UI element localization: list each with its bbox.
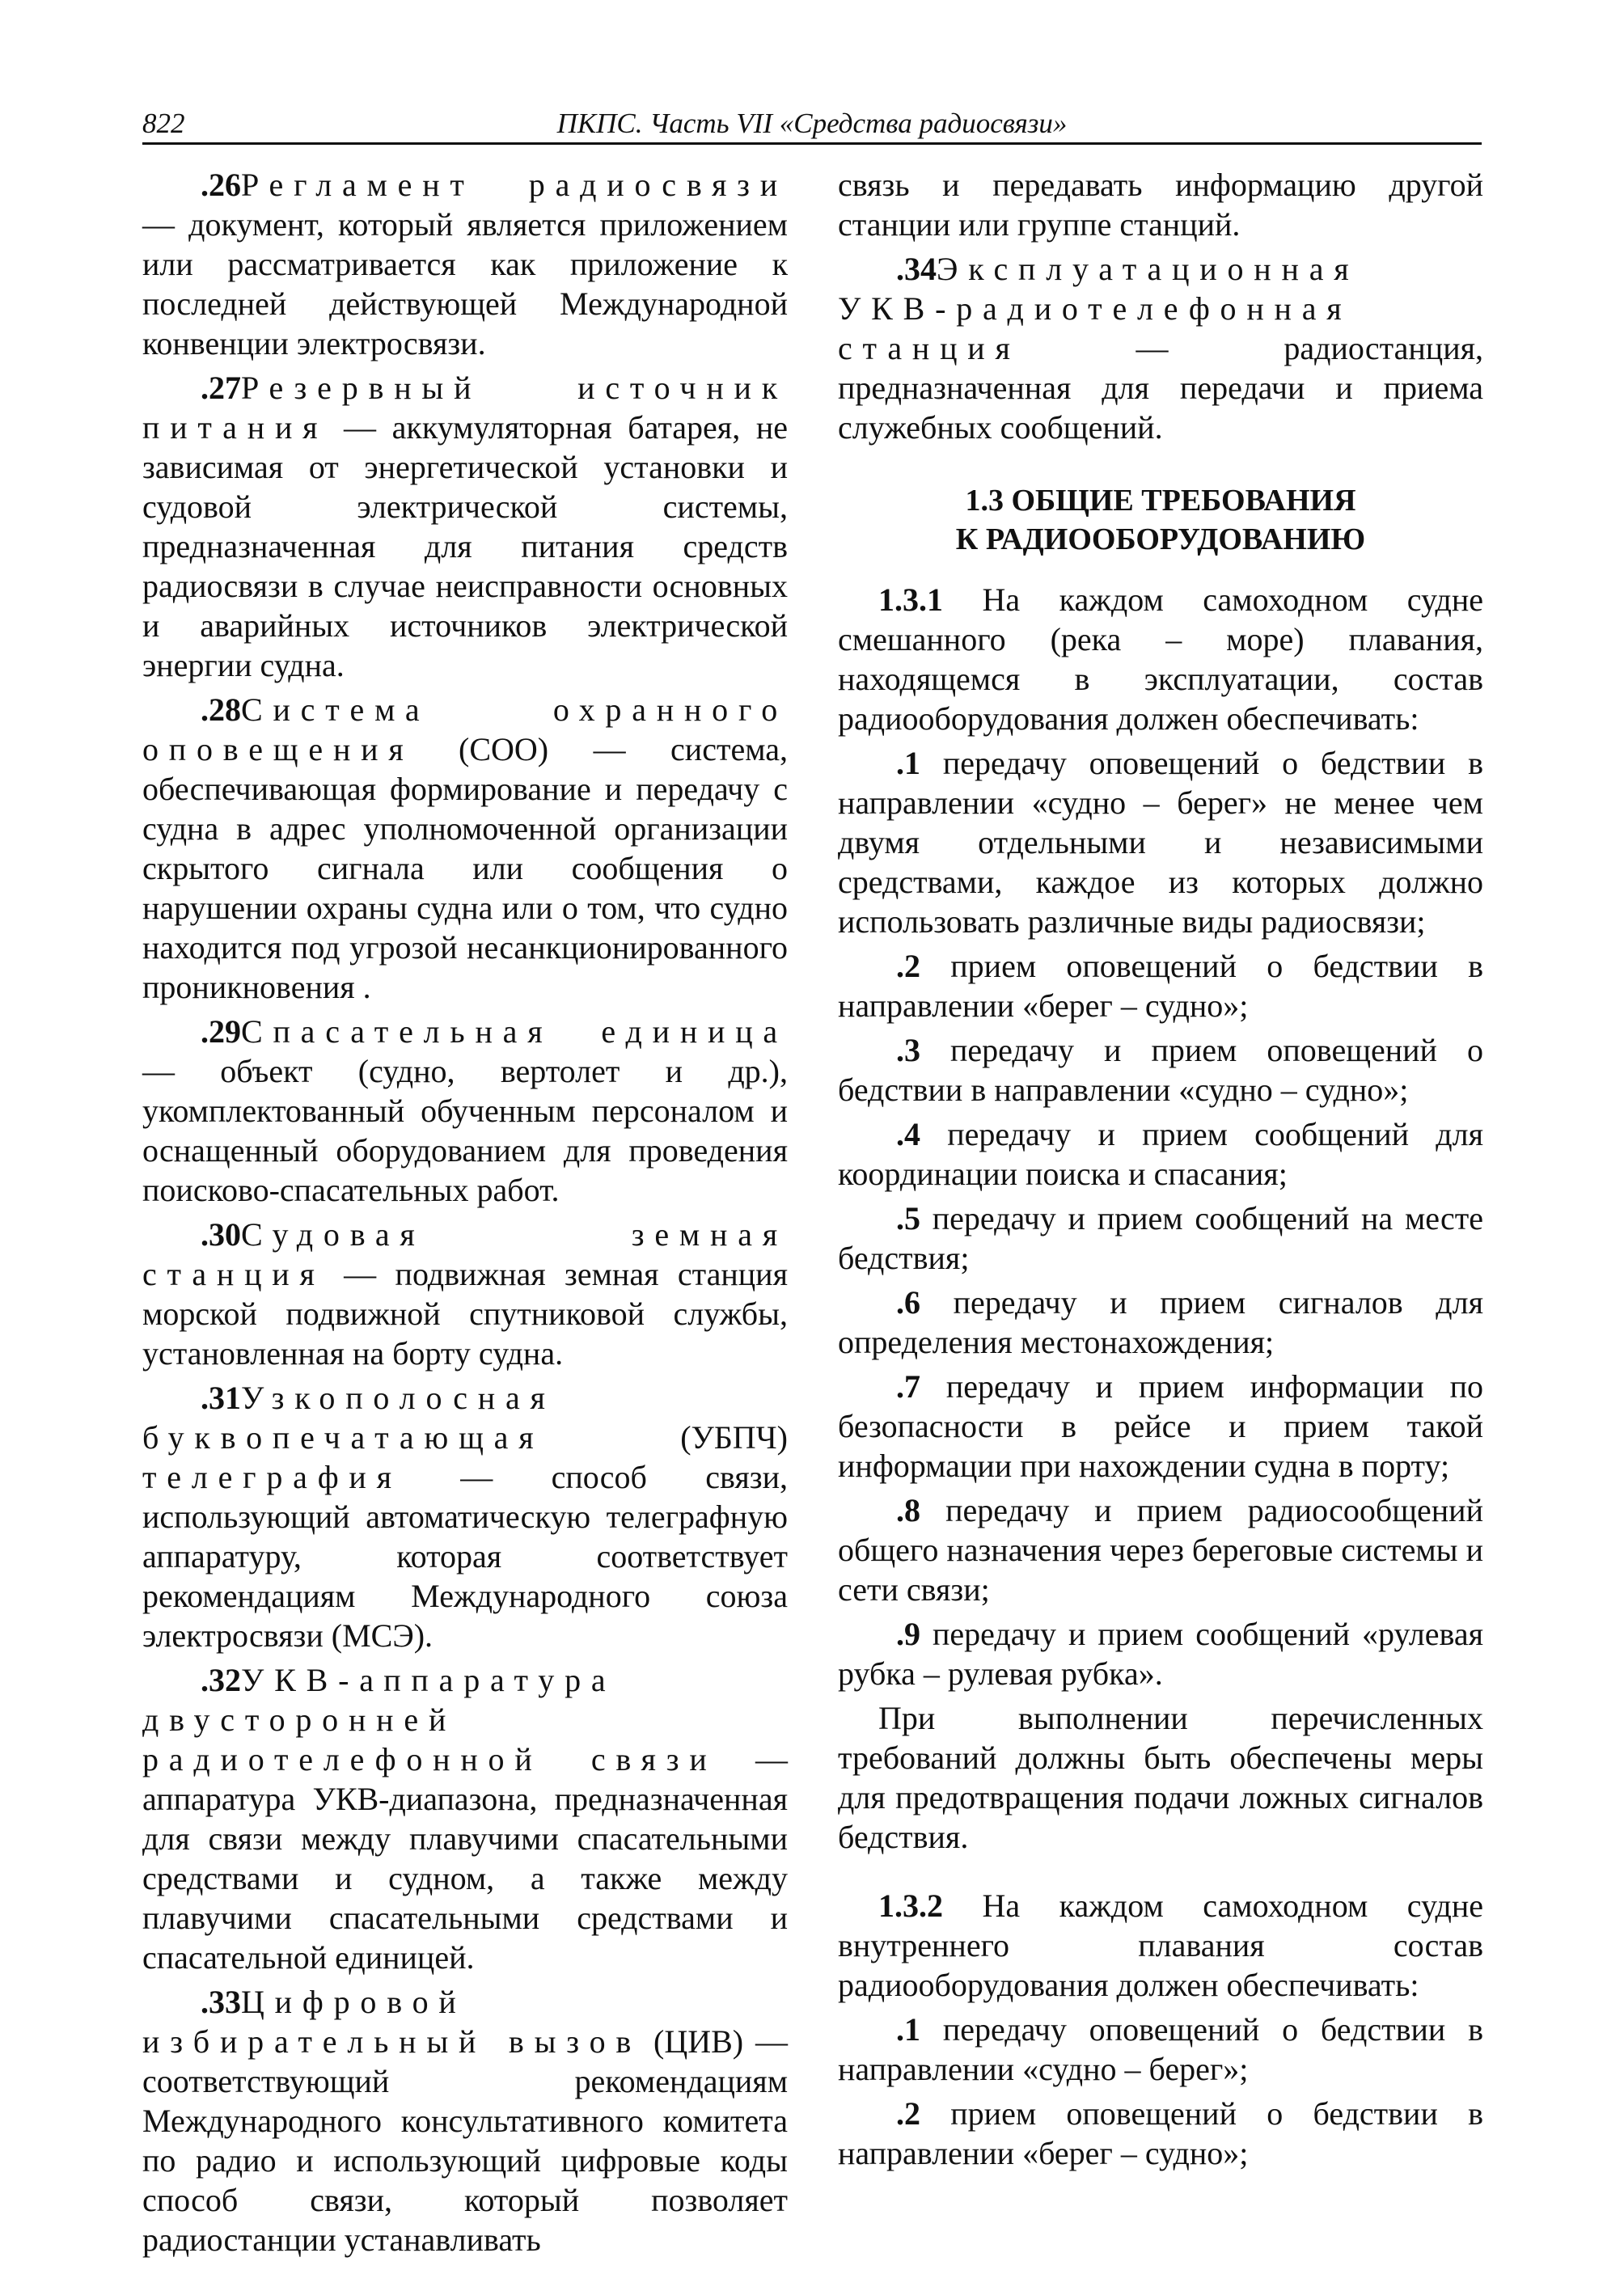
- page-number: 822: [142, 108, 185, 139]
- right-column: [838, 165, 1483, 2178]
- list-item: .7 передачу и прием информации по безопасности в рейсе и прием такой информации при нахождении судна в порту;: [838, 1368, 1483, 1484]
- clause-1-3-2: 1.3.2 На каждом самоходном судне внутреннего плавания состав радиооборудования должен обеспечивать:: [838, 1887, 1483, 2003]
- clause-1-3-1: 1.3.1 На каждом самоходном судне смешанного (река – море) плавания, находящемся в эксплуатации, состав радиооборудования должен обеспечивать:: [838, 581, 1483, 737]
- definition-29: .29Спасательная единица — объект (судно, вертолет и др.), укомплектованный обученным персоналом и оснащенный оборудованием для проведения поисково-спасательных работ.: [142, 1013, 788, 1208]
- section-heading-line-1: 1.3 ОБЩИЕ ТРЕБОВАНИЯ: [965, 484, 1356, 518]
- list-item: .1 передачу оповещений о бедствии в направлении «судно – берег» не менее чем двумя отдельными и независимыми средствами, каждое из которых должно использовать различные виды радиосвязи;: [838, 745, 1483, 940]
- section-heading: [838, 481, 1483, 559]
- definition-34: .34Эксплуатационная УКВ-радиотелефонная станция — радиостанция, предназначенная для передачи и приема служебных сообщений.: [838, 251, 1483, 446]
- definition-31: .31Узкополосная буквопечатающая (УБПЧ) телеграфия — способ связи, использующий автоматическую телеграфную аппаратуру, которая соответствует рекомендациям Международного союза электросвязи (МСЭ).: [142, 1380, 788, 1654]
- left-column: [142, 165, 788, 2264]
- definition-33-continuation: связь и передавать информацию другой станции или группе станций.: [838, 167, 1483, 243]
- list-item: .6 передачу и прием сигналов для определения местонахождения;: [838, 1284, 1483, 1360]
- list-item: .9 передачу и прием сообщений «рулевая рубка – рулевая рубка».: [838, 1616, 1483, 1692]
- definition-32: .32УКВ-аппаратура двусторонней радиотелефонной связи — аппаратура УКВ-диапазона, предназначенная для связи между плавучими спасательными средствами и судном, а также между плавучими спасательными средствами и спасательной единицей.: [142, 1662, 789, 1976]
- list-item: .2 прием оповещений о бедствии в направлении «берег – судно»;: [838, 2095, 1483, 2171]
- definition-27: .27Резервный источник питания — аккумуляторная батарея, не зависимая от энергетической установки и судовой электрической системы, предназначенная для питания средств радиосвязи в случае неисправности основных и аварийных источников электрической энергии судна.: [142, 370, 788, 683]
- list-item: .8 передачу и прием радиосообщений общего назначения через береговые системы и сети связи;: [838, 1492, 1483, 1608]
- list-item: .4 передачу и прием сообщений для координации поиска и спасания;: [838, 1116, 1483, 1192]
- definition-30: .30Судовая земная станция — подвижная земная станция морской подвижной спутниковой службы, установленная на борту судна.: [142, 1216, 788, 1372]
- definition-26: .26Регламент радиосвязи — документ, который является приложением или рассматривается как приложение к последней действующей Международной конвенции электросвязи.: [142, 167, 788, 361]
- list-item: .1 передачу оповещений о бедствии в направлении «судно – берег»;: [838, 2011, 1483, 2087]
- definition-28: .28Система охранного оповещения (СОО) — система, обеспечивающая формирование и передачу с судна в адрес уполномоченной организации скрытого сигнала или сообщения о нарушении охраны судна или о том, что судно находится под угрозой несанкционированного проникновения .: [142, 691, 788, 1005]
- running-header: [142, 105, 1482, 145]
- running-title: ПКПС. Часть VII «Средства радиосвязи»: [556, 108, 1068, 139]
- list-item: .5 передачу и прием сообщений на месте бедствия;: [838, 1200, 1483, 1276]
- list-item: .3 передачу и прием оповещений о бедствии в направлении «судно – судно»;: [838, 1032, 1483, 1108]
- list-item: .2 прием оповещений о бедствии в направлении «берег – судно»;: [838, 948, 1483, 1024]
- requirements-note: При выполнении перечисленных требований должны быть обеспечены меры для предотвращения подачи ложных сигналов бедствия.: [838, 1700, 1483, 1855]
- definition-33: .33Цифровой избирательный вызов (ЦИВ) — соответствующий рекомендациям Международного консультативного комитета по радио и использующий цифровые коды способ связи, который позволяет радиостанции устанавливать: [142, 1984, 788, 2258]
- section-heading-line-2: К РАДИООБОРУДОВАНИЮ: [955, 522, 1366, 556]
